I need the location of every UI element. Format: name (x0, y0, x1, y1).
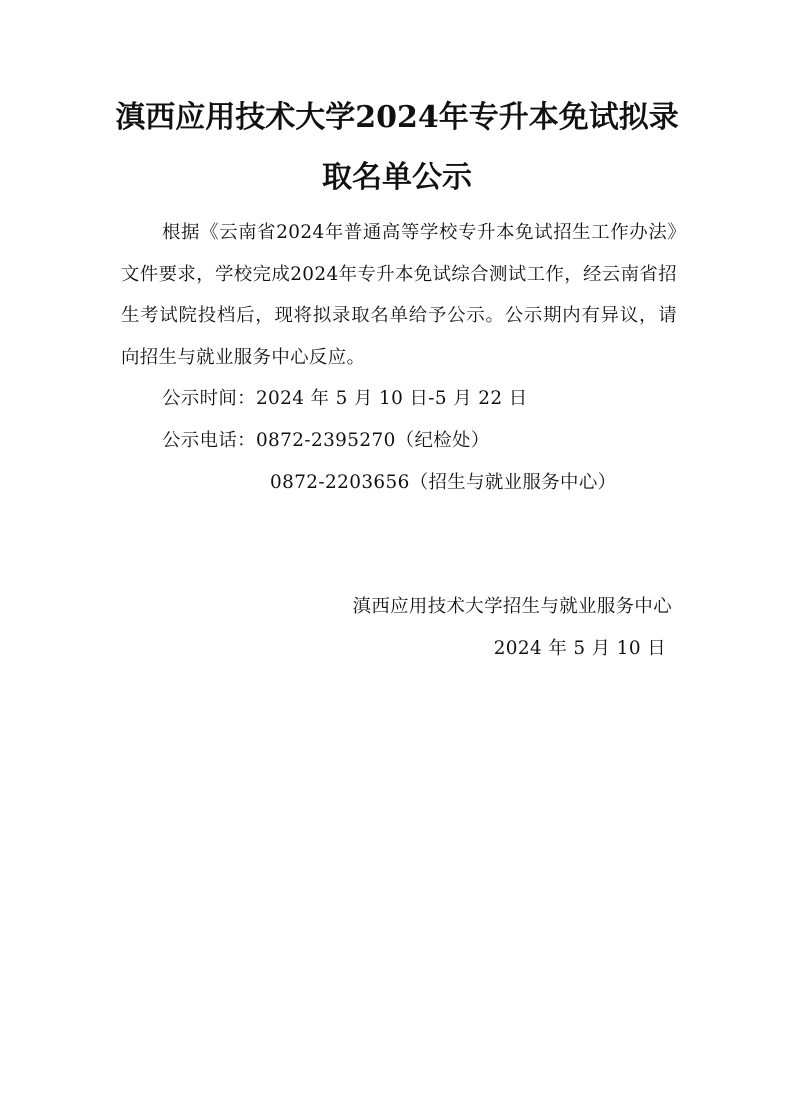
document-title-line-2: 取名单公示 (322, 160, 472, 195)
publicity-phone-1: 公示电话：0872-2395270（纪检处） (162, 430, 490, 451)
publicity-phone-2: 0872-2203656（招生与就业服务中心） (270, 472, 617, 493)
publicity-time: 公示时间：2024 年 5 月 10 日-5 月 22 日 (162, 388, 528, 409)
signature-organization: 滇西应用技术大学招生与就业服务中心 (352, 596, 672, 617)
document-title-line-1: 滇西应用技术大学2024年专升本免试拟录 (115, 100, 679, 135)
body-paragraph: 根据《云南省2024年普通高等学校专升本免试招生工作办法》文件要求，学校完成2024年专升本免试综合测试工作，经云南省招生考试院投档后，现将拟录取名单给予公示。公示期内有异议，请向招生与就业服务中心反应。 (121, 222, 677, 368)
signature-date: 2024 年 5 月 10 日 (493, 638, 666, 659)
